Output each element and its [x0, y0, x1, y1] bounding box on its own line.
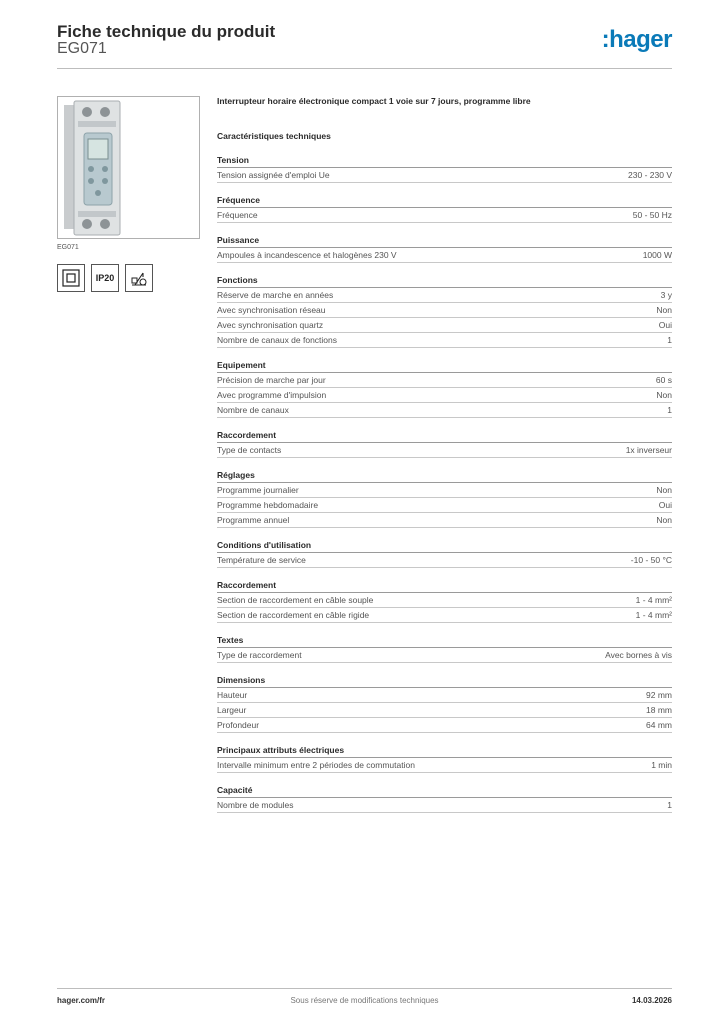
spec-value: 92 mm: [646, 690, 672, 700]
spec-section: [217, 233, 672, 263]
spec-label: Tension assignée d'emploi Ue: [217, 170, 330, 180]
page-footer: [57, 996, 672, 1010]
spec-row: [217, 248, 672, 263]
spec-label: Réserve de marche en années: [217, 290, 334, 300]
spec-section: [217, 428, 672, 458]
page-title: Fiche technique du produit: [57, 22, 276, 41]
spec-row: [217, 288, 672, 303]
spec-section: [217, 578, 672, 623]
spec-row: [217, 333, 672, 348]
ip20-badge: IP20: [91, 264, 119, 292]
spec-row: [217, 498, 672, 513]
spec-row: [217, 483, 672, 498]
spec-row: [217, 303, 672, 318]
section-title: Réglages: [217, 468, 672, 483]
certification-symbols: [57, 264, 153, 292]
section-title: Fonctions: [217, 273, 672, 288]
spec-label: Section de raccordement en câble rigide: [217, 610, 370, 620]
spec-label: Type de raccordement: [217, 650, 302, 660]
spec-label: Fréquence: [217, 210, 258, 220]
spec-label: Nombre de canaux: [217, 405, 289, 415]
spec-label: Avec synchronisation réseau: [217, 305, 326, 315]
spec-value: 60 s: [655, 375, 672, 385]
spec-row: [217, 593, 672, 608]
spec-label: Nombre de canaux de fonctions: [217, 335, 338, 345]
section-title: Tension: [217, 153, 672, 168]
spec-label: Température de service: [217, 555, 306, 565]
spec-section: [217, 358, 672, 418]
spec-section: [217, 633, 672, 663]
spec-label: Programme hebdomadaire: [217, 500, 319, 510]
product-description: Interrupteur horaire électronique compact 1 voie sur 7 jours, programme libre: [217, 96, 531, 106]
spec-row: [217, 168, 672, 183]
spec-value: 3 y: [660, 290, 672, 300]
footer-disclaimer: Sous réserve de modifications techniques: [290, 996, 439, 1005]
spec-section: [217, 743, 672, 773]
spec-value: -10 - 50 °C: [630, 555, 672, 565]
spec-label: Avec programme d'impulsion: [217, 390, 327, 400]
spec-value: Oui: [658, 320, 672, 330]
product-photo: [57, 96, 200, 239]
spec-section: [217, 468, 672, 528]
spec-label: Type de contacts: [217, 445, 282, 455]
spec-section: [217, 153, 672, 183]
section-title: Dimensions: [217, 673, 672, 688]
specifications-panel: [217, 94, 672, 813]
hager-logo: :hager: [601, 26, 672, 53]
spec-value: 230 - 230 V: [628, 170, 672, 180]
section-title: Capacité: [217, 783, 672, 798]
section-title: Raccordement: [217, 578, 672, 593]
spec-sections: [217, 153, 672, 813]
photo-caption: EG071: [57, 244, 79, 251]
spec-label: Nombre de modules: [217, 800, 294, 810]
section-title: Equipement: [217, 358, 672, 373]
section-title: Fréquence: [217, 193, 672, 208]
product-reference: EG071: [57, 40, 107, 57]
spec-section: [217, 783, 672, 813]
spec-section: [217, 673, 672, 733]
spec-value: 1000 W: [642, 250, 672, 260]
spec-label: Largeur: [217, 705, 247, 715]
spec-row: [217, 373, 672, 388]
footer-website: hager.com/fr: [57, 996, 106, 1005]
double-insulation-icon: [57, 264, 85, 292]
specifications-heading: Caractéristiques techniques: [217, 131, 331, 141]
spec-value: Non: [656, 515, 672, 525]
footer-divider: [57, 988, 672, 989]
spec-row: [217, 403, 672, 418]
spec-value: 1: [667, 405, 672, 415]
section-title: Textes: [217, 633, 672, 648]
spec-row: [217, 208, 672, 223]
spec-value: 64 mm: [646, 720, 672, 730]
spec-row: [217, 318, 672, 333]
spec-section: [217, 193, 672, 223]
footer-date: 14.03.2026: [631, 996, 672, 1005]
spec-label: Profondeur: [217, 720, 260, 730]
spec-row: [217, 703, 672, 718]
spec-label: Section de raccordement en câble souple: [217, 595, 374, 605]
spec-row: [217, 688, 672, 703]
spec-label: Hauteur: [217, 690, 248, 700]
spec-row: [217, 718, 672, 733]
spec-value: Avec bornes à vis: [605, 650, 672, 660]
spec-row: [217, 798, 672, 813]
spec-label: Programme annuel: [217, 515, 290, 525]
spec-value: Non: [656, 305, 672, 315]
spec-row: [217, 443, 672, 458]
section-title: Principaux attributs électriques: [217, 743, 672, 758]
spec-section: [217, 538, 672, 568]
section-title: Raccordement: [217, 428, 672, 443]
spec-row: [217, 553, 672, 568]
spec-section: [217, 273, 672, 348]
spec-row: [217, 648, 672, 663]
header-divider: [57, 68, 672, 69]
spec-row: [217, 513, 672, 528]
spec-row: [217, 758, 672, 773]
page-header: [57, 20, 672, 70]
spec-label: Intervalle minimum entre 2 périodes de commutation: [217, 760, 415, 770]
section-title: Conditions d'utilisation: [217, 538, 672, 553]
spec-value: Non: [656, 390, 672, 400]
spec-label: Avec synchronisation quartz: [217, 320, 324, 330]
spec-label: Ampoules à incandescence et halogènes 230 V: [217, 250, 397, 260]
timer-switch-symbol-icon: [125, 264, 153, 292]
spec-label: Précision de marche par jour: [217, 375, 326, 385]
section-title: Puissance: [217, 233, 672, 248]
spec-value: Oui: [658, 500, 672, 510]
spec-value: 1: [667, 335, 672, 345]
din-rail-device-illustration: [58, 97, 199, 238]
spec-value: 1 min: [651, 760, 672, 770]
spec-value: 50 - 50 Hz: [632, 210, 672, 220]
spec-label: Programme journalier: [217, 485, 299, 495]
spec-value: 18 mm: [646, 705, 672, 715]
spec-value: 1 - 4 mm²: [635, 595, 672, 605]
spec-value: 1x inverseur: [625, 445, 672, 455]
spec-value: 1: [667, 800, 672, 810]
spec-row: [217, 388, 672, 403]
spec-value: 1 - 4 mm²: [635, 610, 672, 620]
spec-row: [217, 608, 672, 623]
spec-value: Non: [656, 485, 672, 495]
